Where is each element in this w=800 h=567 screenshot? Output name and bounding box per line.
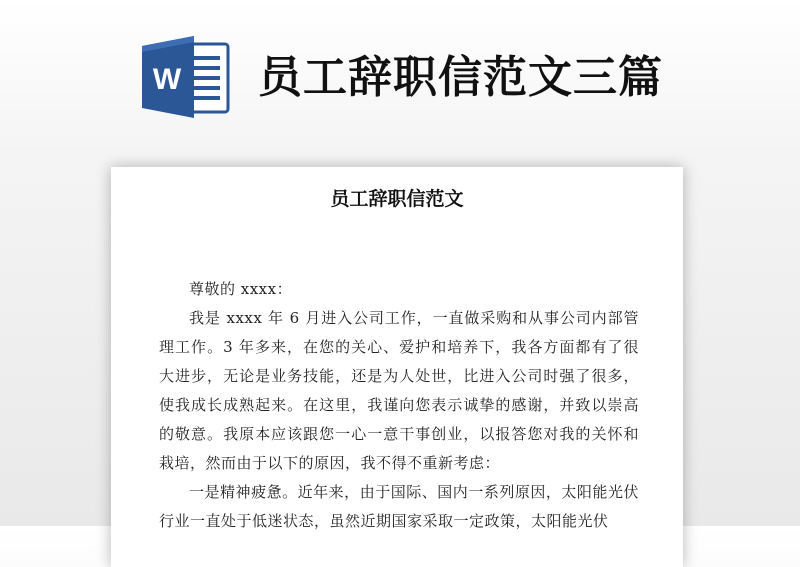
- logo-letter: W: [152, 63, 182, 96]
- document-page: [111, 167, 683, 567]
- header: [0, 0, 800, 140]
- body-paragraph: 我是 xxxx 年 6 月进入公司工作，一直做采购和从事公司内部管理工作。3 年多来，在您的关心、爱护和培养下，我各方面都有了很大进步，无论是业务技能，还是为人处世，比进入公司时强了很多，使我成长成熟起来。在这里，我谨向您表示诚挚的感谢，并致以崇高的敬意。我原本应该跟您一心一意干事创业，以报答您对我的关怀和栽培，然而由于以下的原因，我不得不重新考虑：: [159, 309, 639, 472]
- salutation: 尊敬的 xxxx：: [189, 280, 293, 298]
- document-body: [159, 275, 639, 536]
- document-title: 员工辞职信范文: [330, 188, 464, 210]
- page-title: 员工辞职信范文三篇: [258, 52, 663, 103]
- body-paragraph: 一是精神疲惫。近年来，由于国际、国内一系列原因，太阳能光伏行业一直处于低迷状态，虽然近期国家采取一定政策，太阳能光伏: [159, 483, 639, 530]
- word-document-icon: [142, 36, 232, 118]
